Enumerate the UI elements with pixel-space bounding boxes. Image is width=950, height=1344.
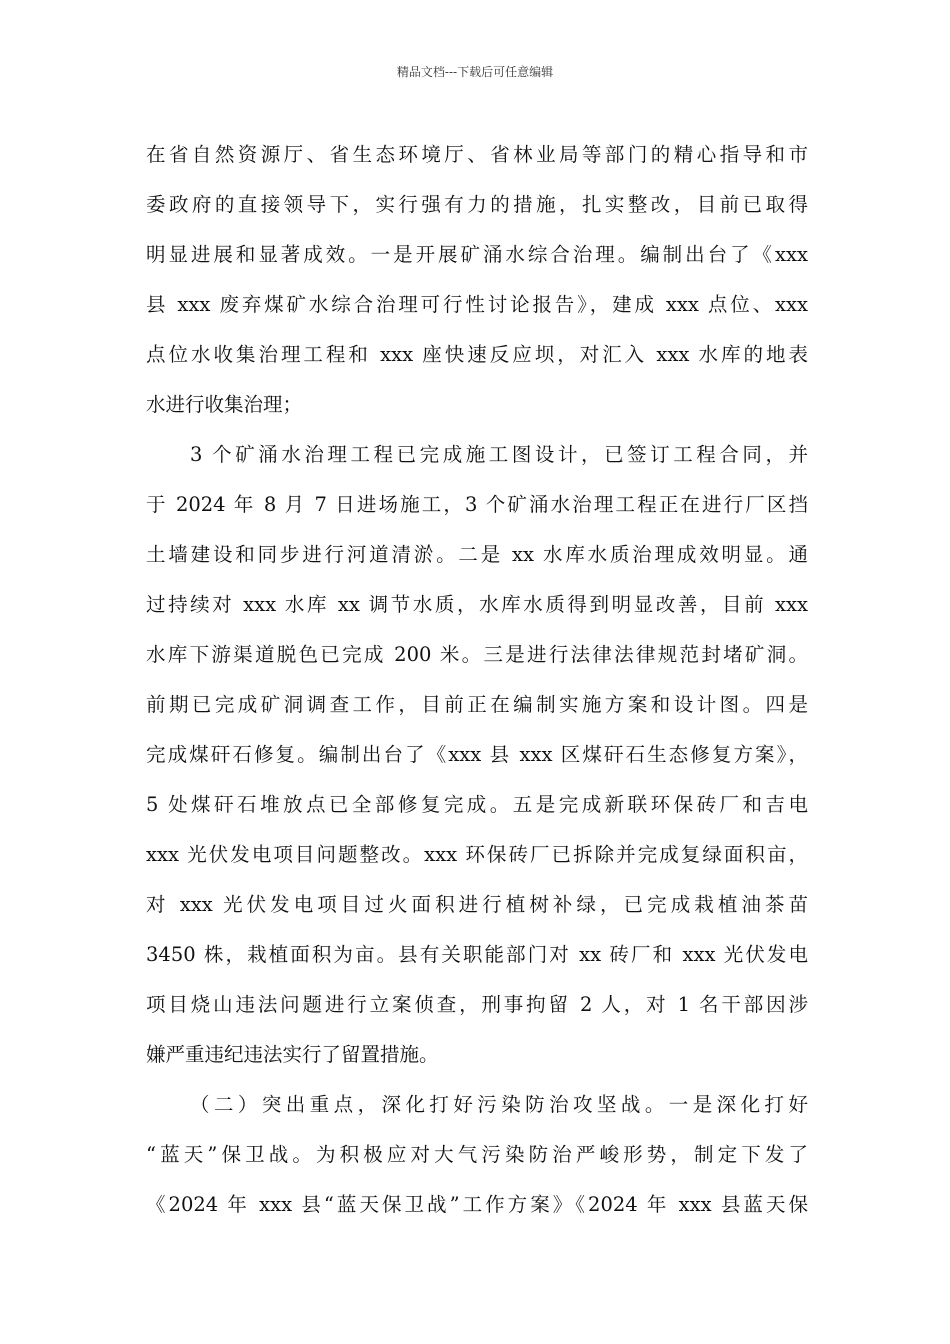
paragraph-2-line-11: 3450 株，栽植面积为亩。县有关职能部门对 xx 砖厂和 xxx 光伏发电	[146, 943, 808, 966]
paragraph-1-line-2: 委政府的直接领导下，实行强有力的措施，扎实整改，目前已取得	[146, 193, 808, 216]
paragraph-2-line-1: 3 个矿涌水治理工程已完成施工图设计，已签订工程合同，并	[190, 443, 808, 466]
paragraph-1-line-6: 水进行收集治理；	[146, 393, 303, 416]
paragraph-2-line-7: 完成煤矸石修复。编制出台了《xxx 县 xxx 区煤矸石生态修复方案》，	[146, 743, 808, 766]
paragraph-2-line-8: 5 处煤矸石堆放点已全部修复完成。五是完成新联环保砖厂和吉电	[146, 793, 808, 816]
paragraph-2-line-6: 前期已完成矿洞调查工作，目前正在编制实施方案和设计图。四是	[146, 693, 808, 716]
paragraph-2-line-2: 于 2024 年 8 月 7 日进场施工，3 个矿涌水治理工程正在进行厂区挡	[146, 493, 808, 516]
paragraph-2-line-5: 水库下游渠道脱色已完成 200 米。三是进行法律法律规范封堵矿洞。	[146, 643, 808, 666]
paragraph-2-line-3: 土墙建设和同步进行河道清淤。二是 xx 水库水质治理成效明显。通	[146, 543, 808, 566]
paragraph-2-line-4: 过持续对 xxx 水库 xx 调节水质，水库水质得到明显改善，目前 xxx	[146, 593, 808, 616]
paragraph-2-line-9: xxx 光伏发电项目问题整改。xxx 环保砖厂已拆除并完成复绿面积亩，	[146, 843, 808, 866]
paragraph-1-line-3: 明显进展和显著成效。一是开展矿涌水综合治理。编制出台了《xxx	[146, 243, 808, 266]
paragraph-2-line-13: 嫌严重违纪违法实行了留置措施。	[146, 1043, 439, 1066]
paragraph-2-line-12: 项目烧山违法问题进行立案侦查，刑事拘留 2 人，对 1 名干部因涉	[146, 993, 808, 1016]
paragraph-3-line-1: （二）突出重点，深化打好污染防治攻坚战。一是深化打好	[190, 1093, 808, 1116]
paragraph-2-line-10: 对 xxx 光伏发电项目过火面积进行植树补绿，已完成栽植油茶苗	[146, 893, 808, 916]
paragraph-3-line-2: “蓝天”保卫战。为积极应对大气污染防治严峻形势，制定下发了	[146, 1143, 808, 1166]
paragraph-3-line-3: 《2024 年 xxx 县“蓝天保卫战”工作方案》《2024 年 xxx 县蓝天保	[146, 1193, 808, 1216]
paragraph-1-line-1: 在省自然资源厅、省生态环境厅、省林业局等部门的精心指导和市	[146, 143, 808, 166]
page-header: 精品文档---下载后可任意编辑	[396, 65, 554, 79]
paragraph-1-line-4: 县 xxx 废弃煤矿水综合治理可行性讨论报告》，建成 xxx 点位、xxx	[146, 293, 808, 316]
paragraph-1-line-5: 点位水收集治理工程和 xxx 座快速反应坝，对汇入 xxx 水库的地表	[146, 343, 808, 366]
document-body	[146, 130, 808, 1230]
